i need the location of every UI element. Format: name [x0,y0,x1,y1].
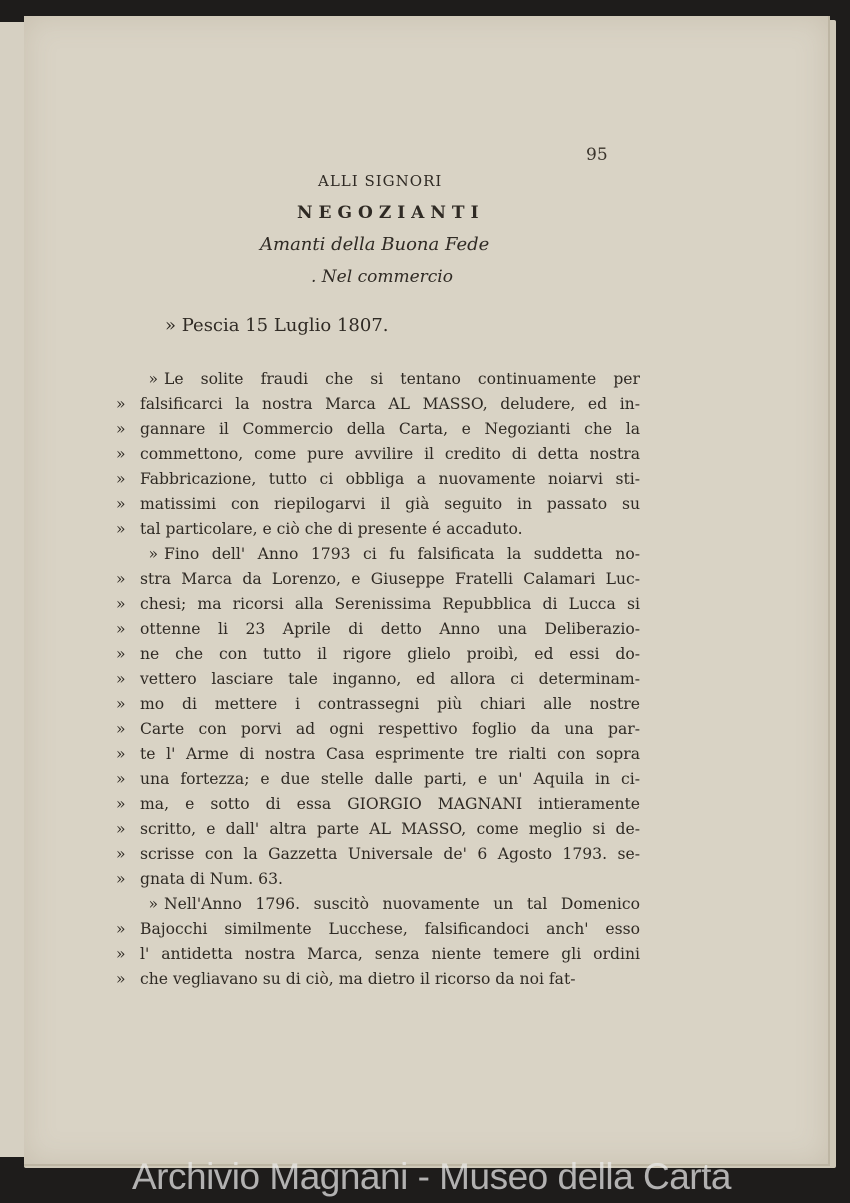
text-line [116,392,640,417]
text-line [116,817,640,842]
text-line [116,717,640,742]
line-text: Carte con porvi ad ogni respettivo foglio da una par- [140,720,640,738]
text-line [116,867,640,892]
heading-line1-prefix: ALLI S [318,172,376,190]
line-text: mo di mettere i contrassegni più chiari alle nostre [140,695,640,713]
text-line [116,642,640,667]
text-line [116,692,640,717]
line-text: ottenne li 23 Aprile di detto Anno una Deliberazio- [140,620,640,638]
line-text: vettero lasciare tale inganno, ed allora ci determinam- [140,670,640,688]
text-line [116,842,640,867]
line-text: ma, e sotto di essa GIORGIO MAGNANI intieramente [140,795,640,813]
quote-mark: » [116,920,126,938]
line-text: commettono, come pure avvilire il credito di detta nostra [140,445,640,463]
quote-mark: » [116,595,126,613]
quote-mark: » [116,520,126,538]
line-text: una fortezza; e due stelle dalle parti, e un' Aquila in ci- [140,770,640,788]
line-text: tal particolare, e ciò che di presente é accaduto. [140,520,523,538]
quote-mark: » [116,970,126,988]
quote-mark: » [116,395,126,413]
text-line [116,767,640,792]
text-line [116,417,640,442]
line-text: scrisse con la Gazzetta Universale de' 6 Agosto 1793. se- [140,845,640,863]
heading-negozianti: NEGOZIANTI [297,203,485,223]
line-text: gnata di Num. 63. [140,870,283,888]
text-line [116,367,640,392]
quote-mark: » [116,845,126,863]
text-line [116,892,640,917]
text-line [116,492,640,517]
quote-mark: » [116,720,126,738]
quote-mark: » [116,795,126,813]
line-text: gannare il Commercio della Carta, e Negozianti che la [140,420,640,438]
text-line [116,792,640,817]
text-line [116,592,640,617]
page-number: 95 [586,145,608,165]
quote-mark: » [116,620,126,638]
body-text [116,367,640,992]
quote-mark: » [116,870,126,888]
line-text: l' antidetta nostra Marca, senza niente temere gli ordini [140,945,640,963]
quote-mark: » [116,770,126,788]
line-text: Nell'Anno 1796. suscitò nuovamente un tal Domenico [164,895,640,913]
heading-commercio: . Nel commercio [311,267,453,287]
quote-mark: » [116,420,126,438]
watermark: Archivio Magnani - Museo della Carta [132,1156,731,1197]
dateline: » Pescia 15 Luglio 1807. [165,315,389,336]
line-text: ne che con tutto il rigore glielo proibì, ed essi do- [140,645,640,663]
text-line [116,467,640,492]
line-text: matissimi con riepilogarvi il già seguito in passato su [140,495,640,513]
line-text: te l' Arme di nostra Casa esprimente tre rialti con sopra [140,745,640,763]
text-line [116,542,640,567]
line-text: stra Marca da Lorenzo, e Giuseppe Fratelli Calamari Luc- [140,570,640,588]
quote-mark: » [116,470,126,488]
line-text: Bajocchi similmente Lucchese, falsificandoci anch' esso [140,920,640,938]
quote-mark: » [116,445,126,463]
left-page-edge [0,22,25,1157]
heading-amanti: Amanti della Buona Fede [260,234,490,255]
line-text: Fabbricazione, tutto ci obbliga a nuovamente noiarvi sti- [140,470,640,488]
quote-mark: » [116,670,126,688]
quote-mark: » [116,745,126,763]
line-text: falsificarci la nostra Marca AL MASSO, deludere, ed in- [140,395,640,413]
text-line [116,942,640,967]
text-line [116,617,640,642]
heading-alli-signori [318,172,442,190]
line-text: Le solite fraudi che si tentano continuamente per [164,370,640,388]
text-line [116,742,640,767]
heading-line1-rest: IGNORI [375,172,443,190]
text-line [116,517,640,542]
quote-mark: » [116,695,126,713]
text-line [116,442,640,467]
quote-mark: » [116,945,126,963]
quote-mark: » [116,645,126,663]
line-text: chesi; ma ricorsi alla Serenissima Repubblica di Lucca si [140,595,640,613]
text-line [116,967,640,992]
line-text: che vegliavano su di ciò, ma dietro il ricorso da noi fat- [140,970,576,988]
text-line [116,567,640,592]
quote-mark: » [116,820,126,838]
quote-mark: » [148,545,158,563]
quote-mark: » [148,370,158,388]
line-text: Fino dell' Anno 1793 ci fu falsificata la suddetta no- [164,545,640,563]
text-line [116,917,640,942]
text-line [116,667,640,692]
quote-mark: » [116,495,126,513]
quote-mark: » [148,895,158,913]
quote-mark: » [116,570,126,588]
line-text: scritto, e dall' altra parte AL MASSO, come meglio si de- [140,820,640,838]
